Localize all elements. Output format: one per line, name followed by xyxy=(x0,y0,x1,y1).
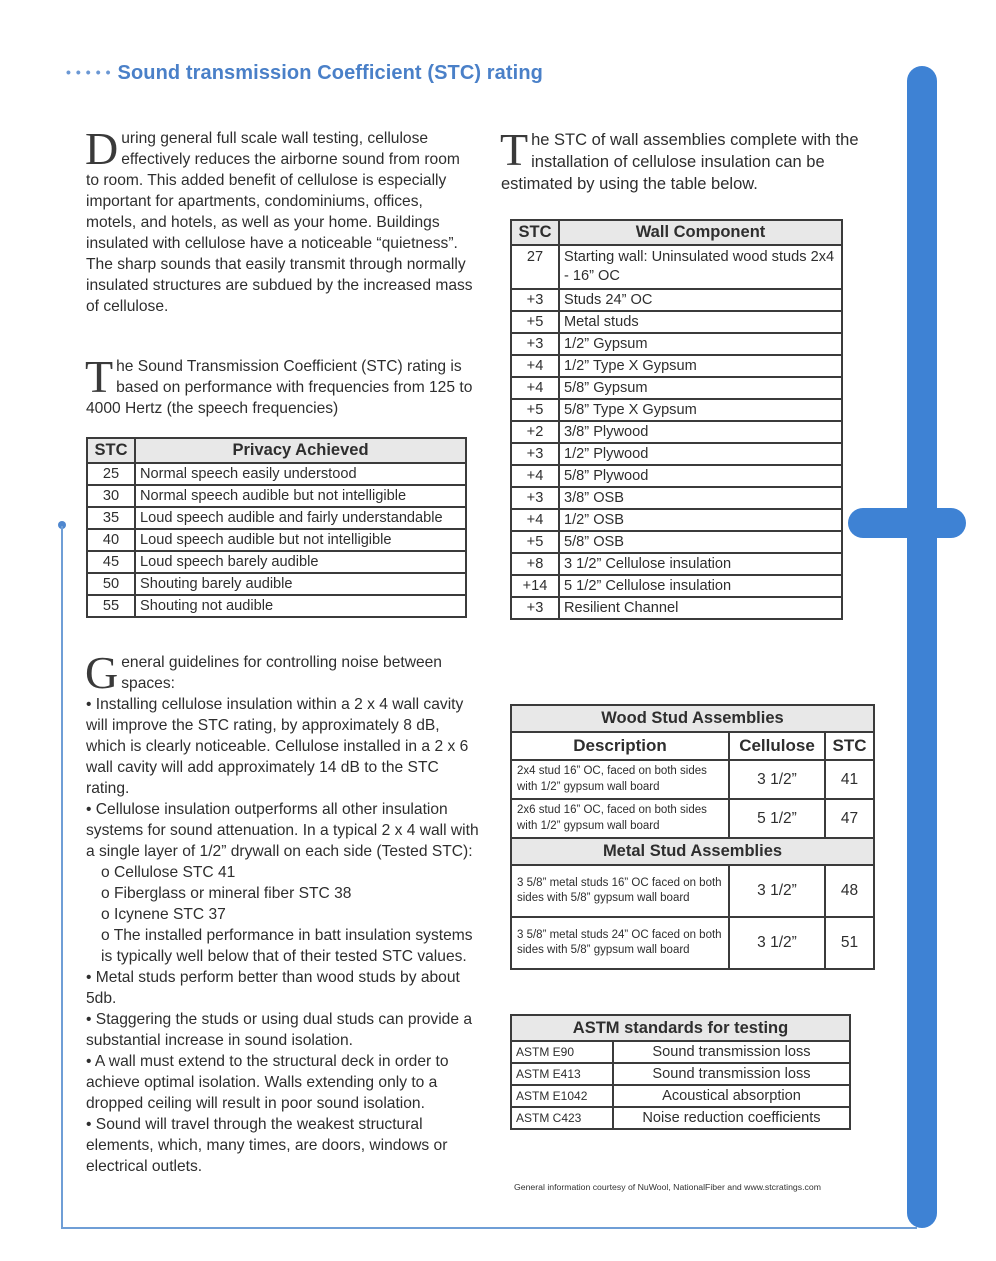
frame-line-left xyxy=(61,526,63,1229)
stc-definition-paragraph xyxy=(85,351,476,419)
component-cell: 5/8” Gypsum xyxy=(559,377,842,399)
astm-title: ASTM standards for testing xyxy=(511,1015,850,1041)
table-row xyxy=(87,507,466,529)
credit-line: General information courtesy of NuWool, NationalFiber and www.stcratings.com xyxy=(514,1182,821,1192)
description-cell: 2x6 stud 16” OC, faced on both sides with 1/2” gypsum wall board xyxy=(511,799,729,838)
table-row xyxy=(511,1063,850,1085)
stc-cell: 30 xyxy=(87,485,135,507)
stc-cell: 35 xyxy=(87,507,135,529)
cellulose-cell: 3 1/2” xyxy=(729,760,825,799)
table-row xyxy=(511,509,842,531)
table-row xyxy=(511,553,842,575)
group-title-row xyxy=(511,838,874,865)
stc-cell: +3 xyxy=(511,597,559,619)
header-stc: STC xyxy=(87,438,135,463)
table-header-row xyxy=(511,1015,850,1041)
table-row xyxy=(511,597,842,619)
cellulose-cell: 3 1/2” xyxy=(729,865,825,917)
astm-standards-table xyxy=(510,1014,851,1130)
table-row xyxy=(511,421,842,443)
table-row xyxy=(87,485,466,507)
table-row xyxy=(511,465,842,487)
stc-cell: 45 xyxy=(87,551,135,573)
component-cell: Metal studs xyxy=(559,311,842,333)
stc-cell: 55 xyxy=(87,595,135,617)
metal-stud-title: Metal Stud Assemblies xyxy=(511,838,874,865)
component-cell: 3/8” OSB xyxy=(559,487,842,509)
blue-vertical-bar xyxy=(907,66,937,1228)
table-row xyxy=(511,760,874,799)
astm-desc-cell: Noise reduction coefficients xyxy=(613,1107,850,1129)
table-row xyxy=(511,333,842,355)
guidelines-intro: eneral guidelines for controlling noise between spaces: xyxy=(121,654,442,692)
stc-cell: 51 xyxy=(825,917,874,969)
cellulose-cell: 3 1/2” xyxy=(729,917,825,969)
stc-cell: +8 xyxy=(511,553,559,575)
privacy-cell: Loud speech audible but not intelligible xyxy=(135,529,466,551)
wood-stud-title: Wood Stud Assemblies xyxy=(511,705,874,732)
description-cell: 2x4 stud 16” OC, faced on both sides with 1/2” gypsum wall board xyxy=(511,760,729,799)
guideline-bullet: • Installing cellulose insulation within a 2 x 4 wall cavity will improve the STC rating, by approximately 8 dB, which is clearly noticeable. Cellulose installed in a 2 x 6 wall cavity will add approximately 14 dB to the STC rating. xyxy=(86,696,469,797)
astm-desc-cell: Acoustical absorption xyxy=(613,1085,850,1107)
component-cell: 5/8” Type X Gypsum xyxy=(559,399,842,421)
table-row xyxy=(87,595,466,617)
component-cell: 5/8” Plywood xyxy=(559,465,842,487)
stc-cell: 25 xyxy=(87,463,135,485)
component-cell: 3/8” Plywood xyxy=(559,421,842,443)
guideline-bullet: • Staggering the studs or using dual studs can provide a substantial increase in sound isolation. xyxy=(86,1011,473,1049)
table-row xyxy=(511,311,842,333)
guideline-subitem: o Cellulose STC 41 xyxy=(101,864,236,881)
stc-cell: 40 xyxy=(87,529,135,551)
intro-text: uring general full scale wall testing, cellulose effectively reduces the airborne sound from room to room. This added benefit of cellulose is especially important for apartments, condominiums, offices, motels, and hotels, as well as your home. Buildings insulated with cellulose have a noticeable “quietness”. The sharp sounds that easily transmit through normally insulated structures are subdued by the increased mass of cellulose. xyxy=(86,130,473,315)
stc-cell: +5 xyxy=(511,531,559,553)
table-row xyxy=(511,799,874,838)
table-header-row xyxy=(511,732,874,760)
astm-desc-cell: Sound transmission loss xyxy=(613,1063,850,1085)
guideline-bullet: • Sound will travel through the weakest structural elements, which, many times, are doors, windows or electrical outlets. xyxy=(86,1116,448,1175)
stc-cell: 27 xyxy=(511,245,559,289)
table-row xyxy=(87,551,466,573)
stc-cell: +4 xyxy=(511,355,559,377)
component-cell: 5 1/2” Cellulose insulation xyxy=(559,575,842,597)
astm-code-cell: ASTM E413 xyxy=(511,1063,613,1085)
cellulose-cell: 5 1/2” xyxy=(729,799,825,838)
table-header-row xyxy=(511,220,842,245)
wall-intro-paragraph xyxy=(500,124,881,195)
component-cell: 1/2” Gypsum xyxy=(559,333,842,355)
stc-definition-text: he Sound Transmission Coefficient (STC) rating is based on performance with frequencies from 125 to 4000 Hertz (the speech frequencies) xyxy=(86,358,473,417)
table-row xyxy=(511,289,842,311)
table-row xyxy=(511,865,874,917)
astm-desc-cell: Sound transmission loss xyxy=(613,1041,850,1063)
stc-cell: +4 xyxy=(511,509,559,531)
component-cell: Starting wall: Uninsulated wood studs 2x4 - 16” OC xyxy=(559,245,842,289)
header-description: Description xyxy=(511,732,729,760)
privacy-cell: Normal speech audible but not intelligible xyxy=(135,485,466,507)
stc-cell: +3 xyxy=(511,487,559,509)
group-title-row xyxy=(511,705,874,732)
guideline-bullet: • Metal studs perform better than wood studs by about 5db. xyxy=(86,969,460,1007)
table-row xyxy=(511,377,842,399)
table-row xyxy=(511,245,842,289)
component-cell: Resilient Channel xyxy=(559,597,842,619)
stc-cell: 47 xyxy=(825,799,874,838)
astm-code-cell: ASTM C423 xyxy=(511,1107,613,1129)
guidelines-section xyxy=(85,647,481,1177)
privacy-cell: Loud speech audible and fairly understandable xyxy=(135,507,466,529)
table-row xyxy=(511,399,842,421)
stc-cell: +5 xyxy=(511,311,559,333)
stc-cell: +3 xyxy=(511,333,559,355)
dropcap: T xyxy=(85,351,114,402)
guideline-bullet: • A wall must extend to the structural deck in order to achieve optimal isolation. Walls extending only to a dropped ceiling will result in poor sound isolation. xyxy=(86,1053,449,1112)
description-cell: 3 5/8” metal studs 24” OC faced on both sides with 5/8” gypsum wall board xyxy=(511,917,729,969)
wall-component-table xyxy=(510,219,843,620)
dropcap: T xyxy=(500,124,529,175)
stc-cell: +14 xyxy=(511,575,559,597)
stc-cell: +4 xyxy=(511,377,559,399)
table-row xyxy=(511,487,842,509)
astm-code-cell: ASTM E1042 xyxy=(511,1085,613,1107)
astm-code-cell: ASTM E90 xyxy=(511,1041,613,1063)
component-cell: 5/8” OSB xyxy=(559,531,842,553)
stc-cell: +3 xyxy=(511,289,559,311)
table-row xyxy=(511,575,842,597)
privacy-table xyxy=(86,437,467,618)
table-row xyxy=(511,1041,850,1063)
privacy-cell: Loud speech barely audible xyxy=(135,551,466,573)
privacy-cell: Normal speech easily understood xyxy=(135,463,466,485)
privacy-cell: Shouting not audible xyxy=(135,595,466,617)
header-privacy: Privacy Achieved xyxy=(135,438,466,463)
component-cell: 3 1/2” Cellulose insulation xyxy=(559,553,842,575)
dropcap: D xyxy=(85,123,119,174)
stc-cell: 48 xyxy=(825,865,874,917)
page-title xyxy=(66,62,543,85)
table-row xyxy=(87,573,466,595)
guideline-subitem: o Fiberglass or mineral fiber STC 38 xyxy=(101,885,352,902)
header-wall-component: Wall Component xyxy=(559,220,842,245)
header-cellulose: Cellulose xyxy=(729,732,825,760)
stc-cell: 50 xyxy=(87,573,135,595)
table-row xyxy=(511,1107,850,1129)
table-row xyxy=(511,443,842,465)
stc-cell: +4 xyxy=(511,465,559,487)
guideline-bullet: • Cellulose insulation outperforms all other insulation systems for sound attenuation. In a typical 2 x 4 wall with a single layer of 1/2” drywall on each side (Tested STC): xyxy=(86,801,479,860)
table-row xyxy=(511,355,842,377)
stc-cell: +5 xyxy=(511,399,559,421)
description-cell: 3 5/8” metal studs 16” OC faced on both sides with 5/8” gypsum wall board xyxy=(511,865,729,917)
frame-line-bottom xyxy=(61,1227,917,1229)
title-text: Sound transmission Coefficient (STC) rating xyxy=(117,62,543,84)
component-cell: 1/2” Type X Gypsum xyxy=(559,355,842,377)
table-row xyxy=(511,917,874,969)
stc-cell: 41 xyxy=(825,760,874,799)
stc-cell: +3 xyxy=(511,443,559,465)
header-stc: STC xyxy=(511,220,559,245)
table-row xyxy=(87,529,466,551)
table-header-row xyxy=(87,438,466,463)
intro-paragraph xyxy=(85,123,476,317)
component-cell: 1/2” Plywood xyxy=(559,443,842,465)
wall-intro-text: he STC of wall assemblies complete with the installation of cellulose insulation can be estimated by using the table below. xyxy=(501,131,859,193)
stud-assemblies-table xyxy=(510,704,875,970)
blue-horizontal-bar xyxy=(848,508,966,538)
header-stc: STC xyxy=(825,732,874,760)
table-row xyxy=(87,463,466,485)
table-row xyxy=(511,531,842,553)
guideline-subitem: o The installed performance in batt insulation systems is typically well below that of their tested STC values. xyxy=(101,927,473,965)
component-cell: 1/2” OSB xyxy=(559,509,842,531)
title-dots: ••••• xyxy=(66,64,116,80)
table-row xyxy=(511,1085,850,1107)
component-cell: Studs 24” OC xyxy=(559,289,842,311)
dropcap: G xyxy=(85,647,119,698)
privacy-cell: Shouting barely audible xyxy=(135,573,466,595)
stc-cell: +2 xyxy=(511,421,559,443)
guideline-subitem: o Icynene STC 37 xyxy=(101,906,226,923)
